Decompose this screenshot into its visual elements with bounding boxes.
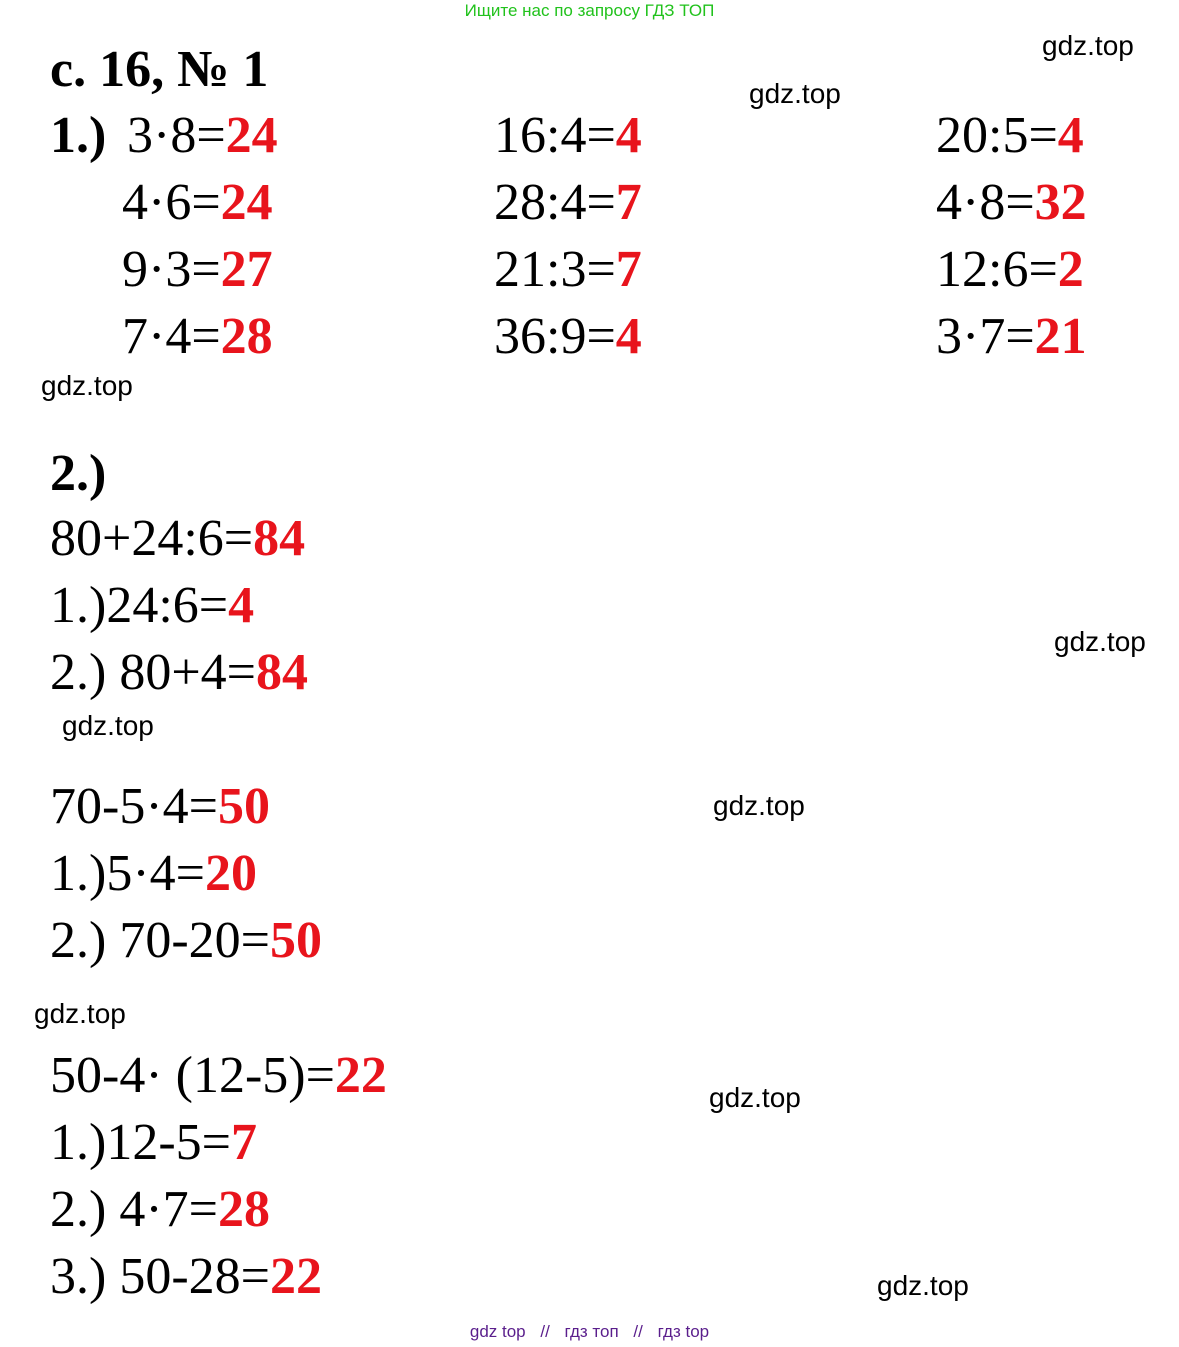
equation: 2.) 4·7=28 (50, 1181, 270, 1238)
equation: 4·8=32 (936, 174, 1087, 231)
footer-links (0, 1322, 1179, 1342)
equation: 50-4· (12-5)=22 (50, 1047, 387, 1104)
answer: 50 (269, 912, 322, 969)
watermark: gdz.top (1054, 626, 1146, 657)
watermark: gdz.top (62, 710, 154, 741)
equation: 2.) 70-20=50 (50, 912, 322, 969)
answer: 24 (220, 174, 273, 231)
equation: 1.)24:6=4 (50, 577, 255, 634)
answer: 7 (615, 241, 642, 298)
equation: 12:6=2 (936, 241, 1084, 298)
part1-label: 1.) (50, 107, 107, 164)
footer-separator: // (633, 1322, 643, 1341)
answer: 22 (269, 1248, 322, 1305)
watermark: gdz.top (34, 998, 126, 1029)
footer-separator: // (540, 1322, 550, 1341)
answer: 32 (1034, 174, 1087, 231)
page-title: с. 16, № 1 (50, 41, 269, 98)
search-banner: Ищите нас по запросу ГДЗ ТОП (464, 1, 715, 20)
equation: 4·6=24 (122, 174, 273, 231)
footer-link[interactable]: гдз топ (564, 1322, 619, 1341)
footer-link[interactable]: гдз top (657, 1322, 710, 1341)
answer: 7 (615, 174, 642, 231)
equation: 36:9=4 (494, 308, 642, 365)
watermark: gdz.top (1042, 30, 1134, 61)
answer: 20 (204, 845, 257, 902)
equation: 3·7=21 (936, 308, 1087, 365)
answer: 7 (230, 1114, 257, 1171)
answer: 84 (253, 510, 306, 567)
answer: 4 (615, 308, 642, 365)
equation: 1.)12-5=7 (50, 1114, 257, 1171)
equation: 28:4=7 (494, 174, 642, 231)
answer: 84 (255, 644, 308, 701)
answer: 28 (220, 308, 273, 365)
footer-link[interactable]: gdz top (469, 1322, 526, 1341)
answer: 2 (1057, 241, 1084, 298)
answer: 4 (615, 107, 642, 164)
watermark: gdz.top (749, 78, 841, 109)
equation: 3.) 50-28=22 (50, 1248, 322, 1305)
equation: 9·3=27 (122, 241, 273, 298)
answer: 4 (1057, 107, 1084, 164)
part2-label: 2.) (50, 445, 107, 502)
watermark: gdz.top (41, 370, 133, 401)
answer: 28 (217, 1181, 270, 1238)
answer: 24 (225, 107, 278, 164)
equation: 16:4=4 (494, 107, 642, 164)
equation: 2.) 80+4=84 (50, 644, 308, 701)
answer: 21 (1034, 308, 1087, 365)
equation: 80+24:6=84 (50, 510, 306, 567)
answer: 50 (217, 778, 270, 835)
watermark: gdz.top (713, 790, 805, 821)
watermark: gdz.top (877, 1270, 969, 1301)
equation: 3·8=24 (127, 107, 278, 164)
answer: 4 (228, 577, 255, 634)
equation: 21:3=7 (494, 241, 642, 298)
equation: 20:5=4 (936, 107, 1084, 164)
equation: 7·4=28 (122, 308, 273, 365)
answer: 27 (220, 241, 273, 298)
equation: 1.)5·4=20 (50, 845, 257, 902)
watermark: gdz.top (709, 1082, 801, 1113)
answer: 22 (334, 1047, 387, 1104)
equation: 70-5·4=50 (50, 778, 270, 835)
